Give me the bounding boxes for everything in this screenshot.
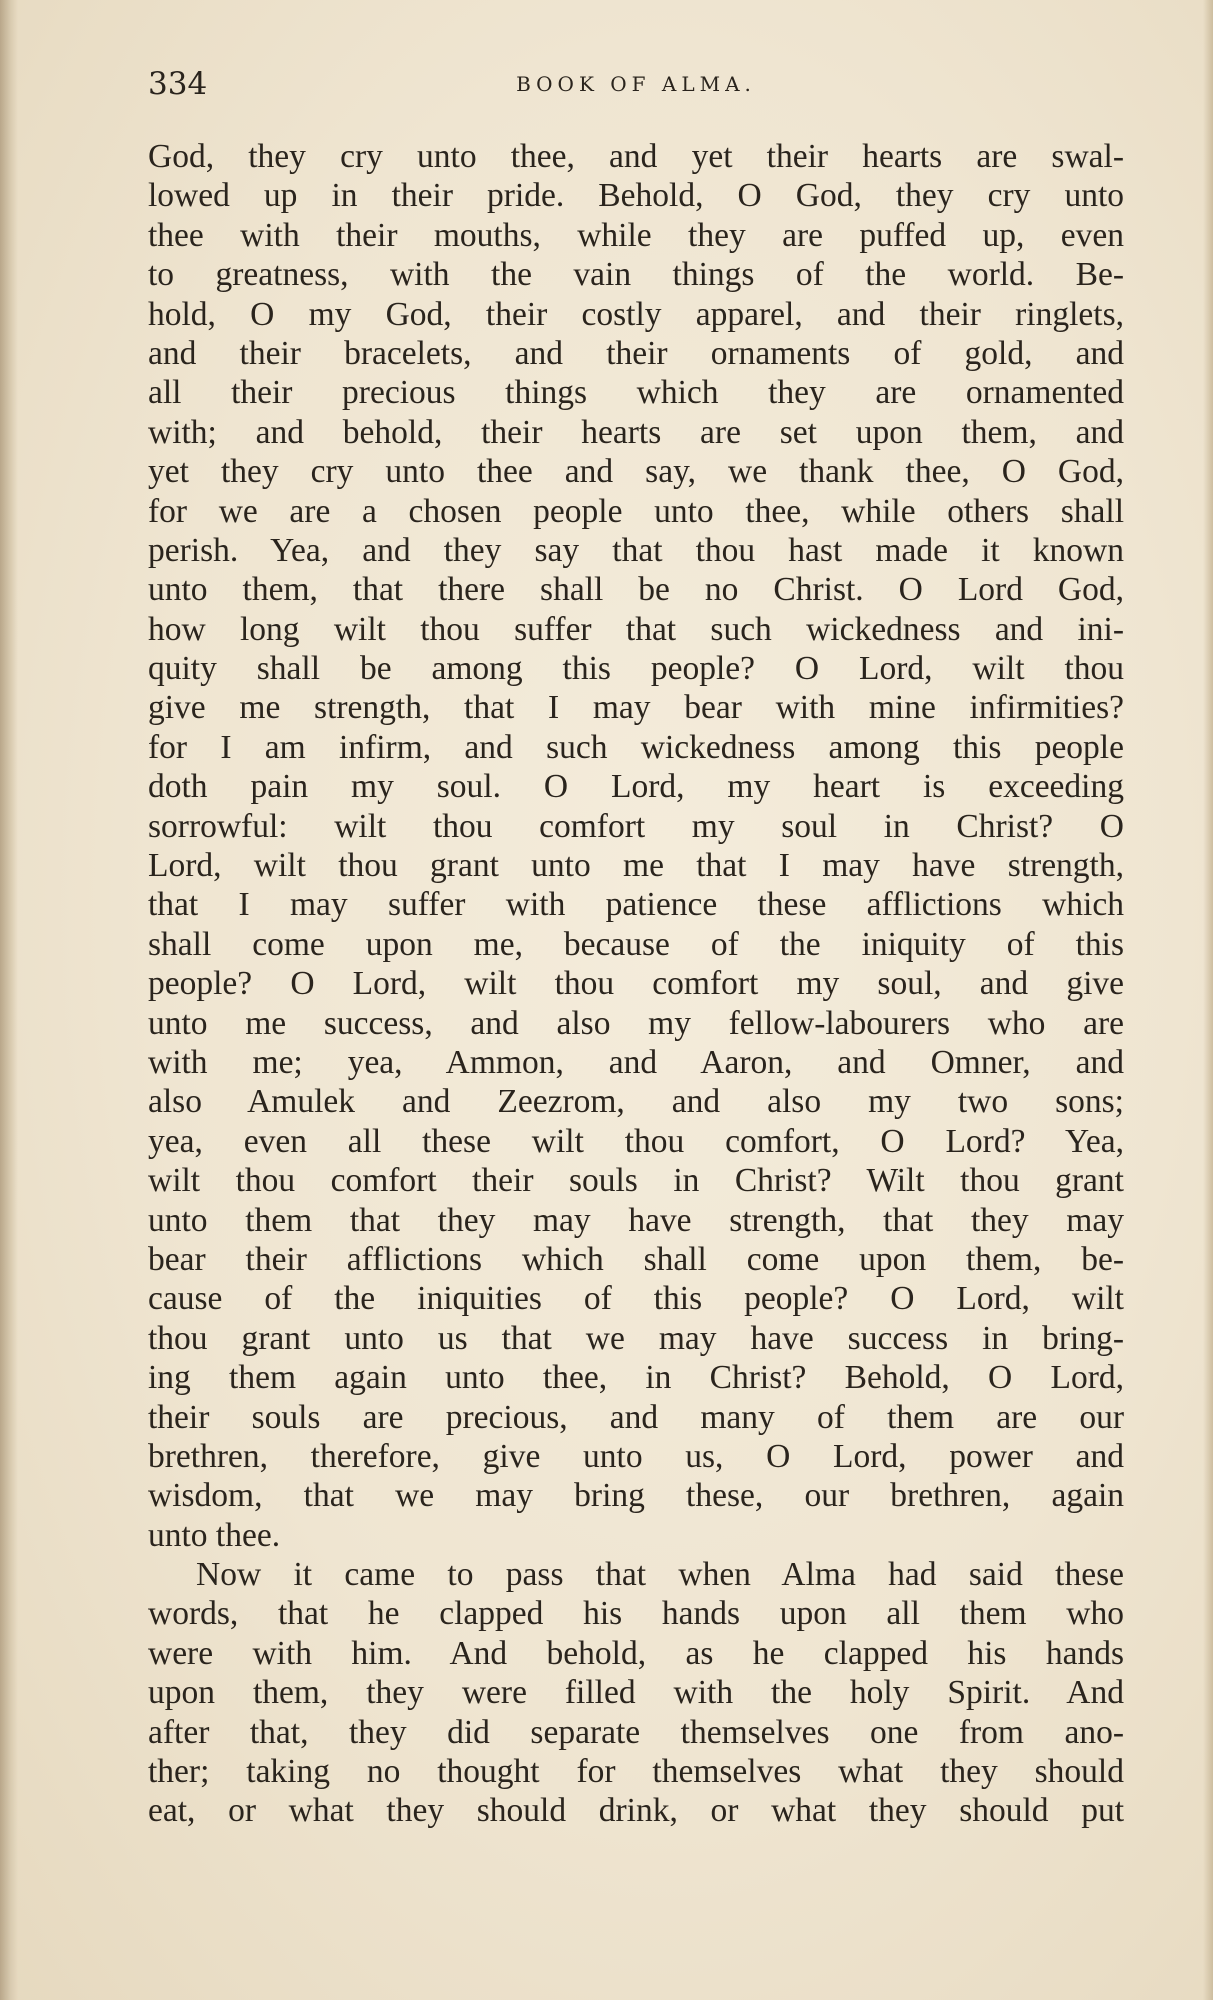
text-line: yet they cry unto thee and say, we thank thee, O God,	[148, 453, 1124, 491]
text-line: all their precious things which they are ornamented	[148, 374, 1124, 412]
text-line: words, that he clapped his hands upon all them who	[148, 1595, 1124, 1633]
body-text	[148, 137, 1124, 1831]
text-line: for we are a chosen people unto thee, while others shall	[148, 492, 1124, 530]
text-line: perish. Yea, and they say that thou hast made it known	[148, 531, 1124, 569]
text-line: how long wilt thou suffer that such wickedness and ini-	[148, 610, 1124, 648]
text-line: also Amulek and Zeezrom, and also my two sons;	[148, 1083, 1124, 1121]
text-line: give me strength, that I may bear with mine infirmities?	[148, 689, 1124, 727]
text-line: ther; taking no thought for themselves what they should	[148, 1753, 1124, 1791]
text-line: ing them again unto thee, in Christ? Behold, O Lord,	[148, 1359, 1124, 1397]
text-line: for I am infirm, and such wickedness among this people	[148, 728, 1124, 766]
text-line: Now it came to pass that when Alma had said these	[196, 1556, 1124, 1594]
text-line: brethren, therefore, give unto us, O Lord, power and	[148, 1437, 1124, 1475]
text-line: sorrowful: wilt thou comfort my soul in Christ? O	[148, 807, 1124, 845]
text-line: unto me success, and also my fellow-labourers who are	[148, 1004, 1124, 1042]
text-line: with; and behold, their hearts are set upon them, and	[148, 413, 1124, 451]
text-line: God, they cry unto thee, and yet their hearts are swal-	[148, 138, 1124, 175]
book-title: BOOK OF ALMA.	[516, 72, 756, 96]
text-line: were with him. And behold, as he clapped his hands	[148, 1634, 1124, 1672]
text-line: with me; yea, Ammon, and Aaron, and Omner, and	[148, 1043, 1124, 1081]
text-line: to greatness, with the vain things of the world. Be-	[148, 256, 1124, 294]
paragraph-narrative	[148, 1555, 1124, 1831]
text-line: upon them, they were filled with the holy Spirit. And	[148, 1674, 1124, 1712]
text-line: after that, they did separate themselves one from ano-	[148, 1713, 1124, 1751]
page-gutter-shadow	[0, 0, 18, 2000]
text-line: bear their afflictions which shall come upon them, be-	[148, 1240, 1124, 1278]
text-line: unto them, that there shall be no Christ. O Lord God,	[148, 571, 1124, 609]
text-line: unto thee.	[148, 1516, 281, 1554]
paragraph-prayer	[148, 137, 1124, 1555]
running-head	[148, 62, 1124, 106]
text-line: eat, or what they should drink, or what they should put	[148, 1792, 1124, 1830]
text-line: unto them that they may have strength, that they may	[148, 1201, 1124, 1239]
text-line: yea, even all these wilt thou comfort, O Lord? Yea,	[148, 1122, 1124, 1160]
text-line: people? O Lord, wilt thou comfort my soul, and give	[148, 965, 1124, 1003]
page-number: 334	[148, 66, 208, 102]
text-line: their souls are precious, and many of them are our	[148, 1398, 1124, 1436]
page-edge-shadow	[1203, 0, 1213, 2000]
text-line: shall come upon me, because of the iniquity of this	[148, 925, 1124, 963]
text-line: thee with their mouths, while they are puffed up, even	[148, 216, 1124, 254]
text-line: wisdom, that we may bring these, our brethren, again	[148, 1477, 1124, 1515]
text-line: lowed up in their pride. Behold, O God, they cry unto	[148, 177, 1124, 215]
text-line: hold, O my God, their costly apparel, and their ringlets,	[148, 295, 1124, 333]
text-line: wilt thou comfort their souls in Christ? Wilt thou grant	[148, 1162, 1124, 1200]
text-line: that I may suffer with patience these afflictions which	[148, 886, 1124, 924]
text-line: quity shall be among this people? O Lord, wilt thou	[148, 650, 1124, 688]
text-line: Lord, wilt thou grant unto me that I may have strength,	[148, 847, 1124, 885]
text-line: thou grant unto us that we may have success in bring-	[148, 1319, 1124, 1357]
text-line: and their bracelets, and their ornaments of gold, and	[148, 334, 1124, 372]
text-line: cause of the iniquities of this people? O Lord, wilt	[148, 1280, 1124, 1318]
text-line: doth pain my soul. O Lord, my heart is exceeding	[148, 768, 1124, 806]
